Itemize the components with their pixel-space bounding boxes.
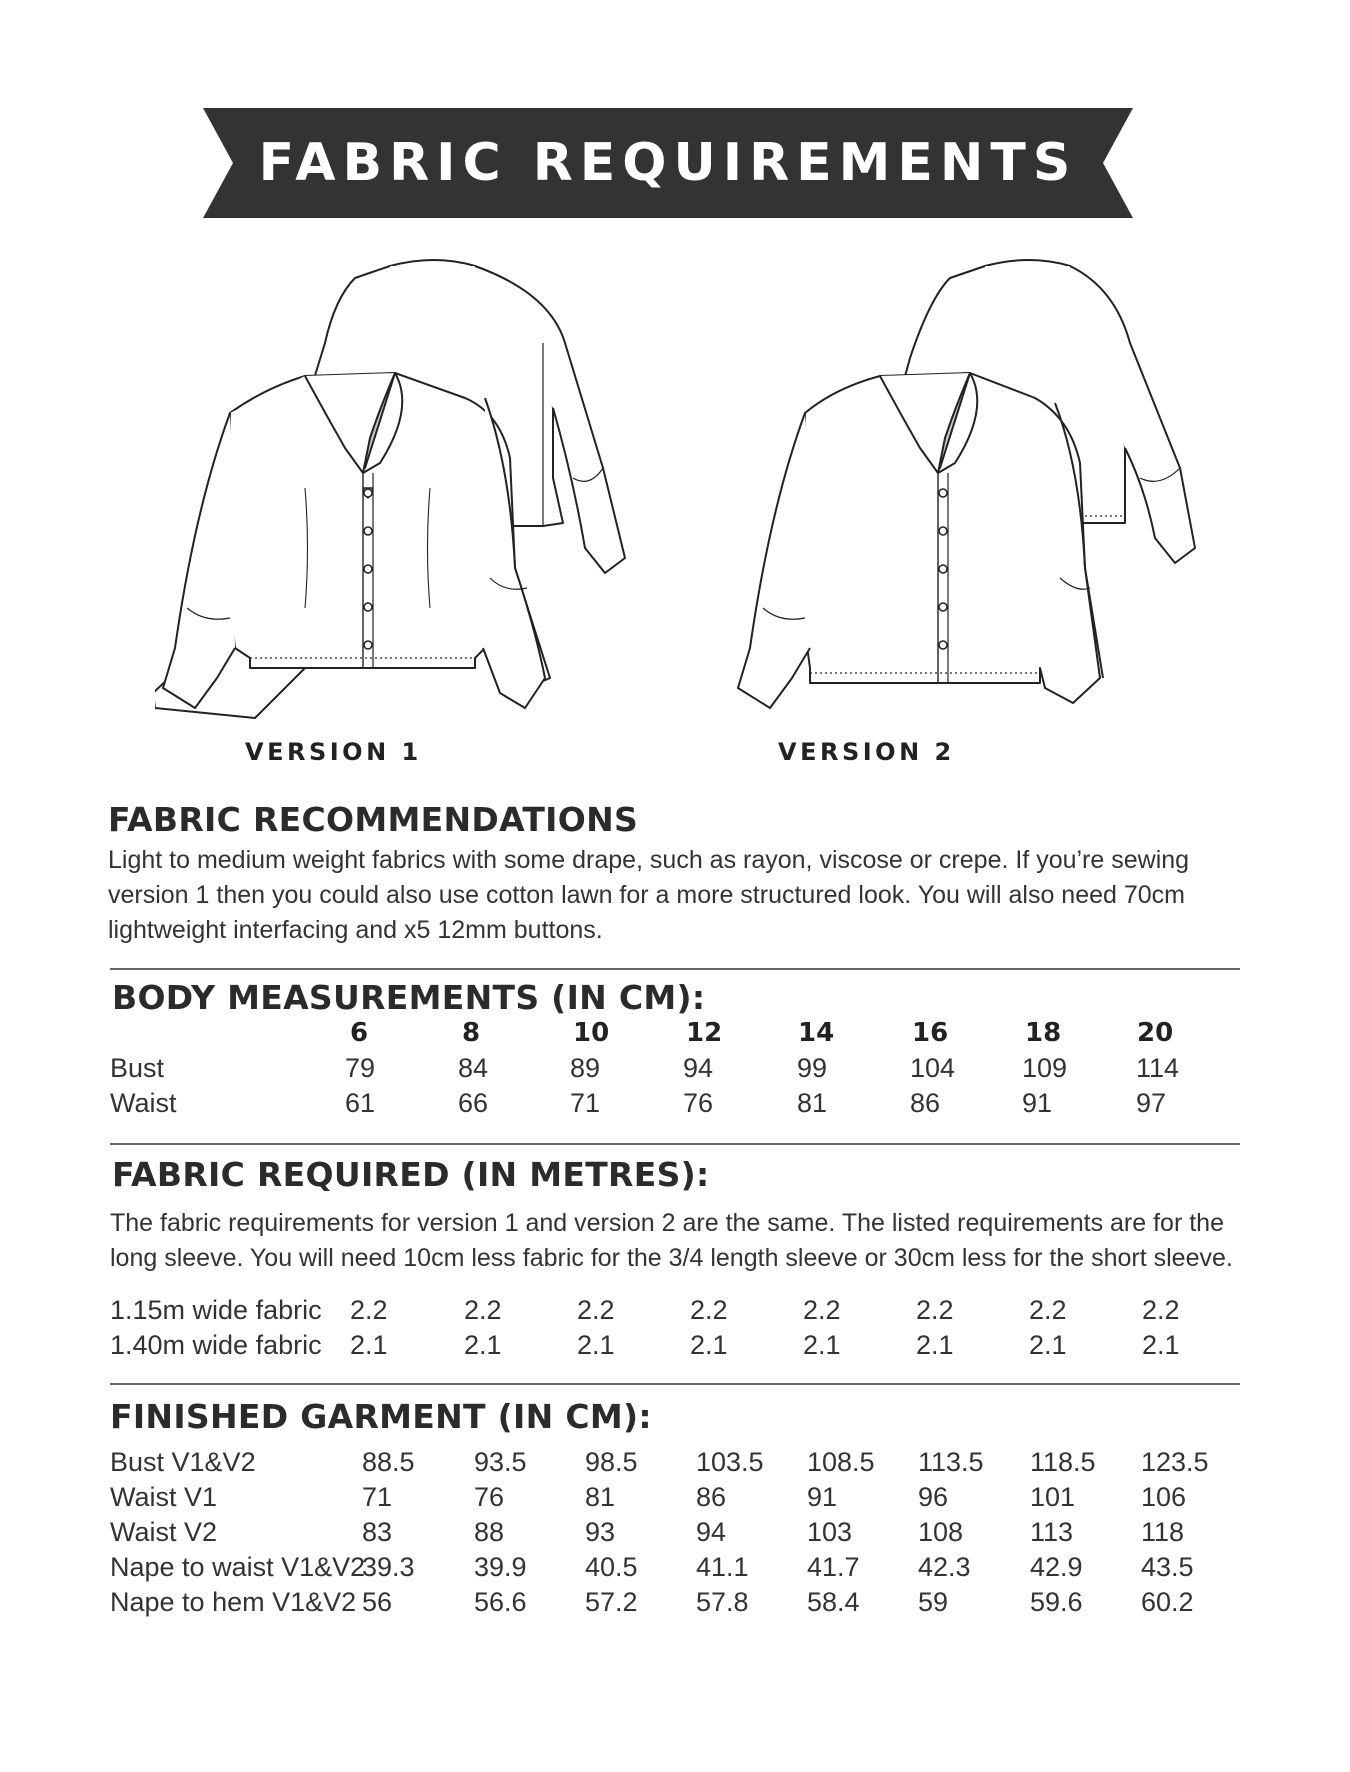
table-cell: 2.2 bbox=[916, 1295, 954, 1325]
size-header: 8 bbox=[462, 1018, 481, 1048]
fabric-required-line: The fabric requirements for version 1 and version 2 are the same. The listed requirements are for the bbox=[110, 1209, 1224, 1237]
table-cell: 83 bbox=[362, 1517, 393, 1547]
row-label: 1.15m wide fabric bbox=[110, 1295, 322, 1325]
table-cell: 81 bbox=[585, 1482, 616, 1512]
row-label: Bust bbox=[110, 1053, 165, 1083]
section-divider bbox=[110, 968, 1240, 970]
table-row bbox=[0, 1330, 1350, 1364]
table-cell: 57.8 bbox=[696, 1587, 749, 1617]
table-cell: 114 bbox=[1136, 1053, 1180, 1083]
table-row bbox=[0, 1517, 1350, 1551]
table-cell: 2.1 bbox=[690, 1330, 728, 1360]
table-cell: 84 bbox=[458, 1053, 489, 1083]
front-view-blouse bbox=[738, 373, 1103, 708]
table-cell: 108.5 bbox=[807, 1447, 875, 1477]
table-cell: 41.7 bbox=[807, 1552, 860, 1582]
table-cell: 93.5 bbox=[474, 1447, 527, 1477]
table-cell: 94 bbox=[696, 1517, 727, 1547]
table-cell: 2.1 bbox=[916, 1330, 954, 1360]
table-cell: 41.1 bbox=[696, 1552, 749, 1582]
fabric-required-text bbox=[110, 1206, 1233, 1276]
row-label: 1.40m wide fabric bbox=[110, 1330, 322, 1360]
table-cell: 2.2 bbox=[464, 1295, 502, 1325]
table-cell: 118 bbox=[1141, 1517, 1185, 1547]
table-cell: 2.2 bbox=[1142, 1295, 1180, 1325]
version-1-blouse-illustration bbox=[155, 248, 630, 723]
row-label: Waist V1 bbox=[110, 1482, 218, 1512]
fabric-recommendations-heading: FABRIC RECOMMENDATIONS bbox=[108, 800, 639, 839]
table-cell: 94 bbox=[683, 1053, 714, 1083]
table-row bbox=[0, 1587, 1350, 1621]
size-header: 18 bbox=[1025, 1018, 1062, 1048]
table-cell: 2.1 bbox=[803, 1330, 841, 1360]
recommendations-line: Light to medium weight fabrics with some drape, such as rayon, viscose or crepe. If you’re sewing bbox=[108, 846, 1190, 874]
table-cell: 76 bbox=[683, 1088, 714, 1118]
table-cell: 71 bbox=[570, 1088, 601, 1118]
version-2-label: VERSION 2 bbox=[778, 738, 955, 766]
table-cell: 113.5 bbox=[918, 1447, 984, 1477]
table-row bbox=[0, 1295, 1350, 1329]
row-label: Waist bbox=[110, 1088, 177, 1118]
title-banner bbox=[203, 108, 1133, 218]
table-cell: 113 bbox=[1030, 1517, 1074, 1547]
table-cell: 91 bbox=[807, 1482, 838, 1512]
table-cell: 43.5 bbox=[1141, 1552, 1194, 1582]
section-divider bbox=[110, 1143, 1240, 1145]
table-cell: 58.4 bbox=[807, 1587, 860, 1617]
table-cell: 104 bbox=[910, 1053, 956, 1083]
fabric-required-heading: FABRIC REQUIRED (IN METRES): bbox=[112, 1155, 710, 1194]
sizes-header-row bbox=[0, 1018, 1350, 1052]
table-cell: 66 bbox=[458, 1088, 489, 1118]
table-cell: 2.1 bbox=[350, 1330, 388, 1360]
table-row bbox=[0, 1053, 1350, 1087]
table-cell: 89 bbox=[570, 1053, 601, 1083]
table-cell: 96 bbox=[918, 1482, 949, 1512]
table-cell: 60.2 bbox=[1141, 1587, 1194, 1617]
table-cell: 91 bbox=[1022, 1088, 1053, 1118]
table-cell: 59.6 bbox=[1030, 1587, 1083, 1617]
table-cell: 88.5 bbox=[362, 1447, 415, 1477]
table-cell: 93 bbox=[585, 1517, 616, 1547]
table-cell: 98.5 bbox=[585, 1447, 638, 1477]
table-cell: 81 bbox=[797, 1088, 828, 1118]
table-cell: 42.3 bbox=[918, 1552, 971, 1582]
size-header: 20 bbox=[1137, 1018, 1174, 1048]
table-cell: 101 bbox=[1030, 1482, 1076, 1512]
table-cell: 88 bbox=[474, 1517, 505, 1547]
fabric-required-line: long sleeve. You will need 10cm less fabric for the 3/4 length sleeve or 30cm less for the short sleeve. bbox=[110, 1244, 1233, 1272]
size-header: 6 bbox=[350, 1018, 369, 1048]
table-cell: 86 bbox=[910, 1088, 941, 1118]
size-header: 16 bbox=[912, 1018, 949, 1048]
table-cell: 123.5 bbox=[1141, 1447, 1209, 1477]
table-cell: 2.2 bbox=[577, 1295, 615, 1325]
table-cell: 71 bbox=[362, 1482, 393, 1512]
recommendations-line: version 1 then you could also use cotton lawn for a more structured look. You will also need 70cm bbox=[108, 881, 1186, 909]
table-cell: 2.2 bbox=[690, 1295, 728, 1325]
table-cell: 42.9 bbox=[1030, 1552, 1083, 1582]
table-cell: 103.5 bbox=[696, 1447, 764, 1477]
table-cell: 2.1 bbox=[1029, 1330, 1067, 1360]
page-title: FABRIC REQUIREMENTS bbox=[258, 133, 1078, 193]
table-cell: 118.5 bbox=[1030, 1447, 1096, 1477]
row-label: Waist V2 bbox=[110, 1517, 218, 1547]
table-cell: 2.1 bbox=[577, 1330, 615, 1360]
finished-garment-heading: FINISHED GARMENT (IN CM): bbox=[110, 1397, 652, 1436]
fabric-recommendations-text bbox=[108, 843, 1189, 948]
row-label: Nape to hem V1&V2 bbox=[110, 1587, 357, 1617]
table-cell: 109 bbox=[1022, 1053, 1068, 1083]
table-row bbox=[0, 1447, 1350, 1481]
table-cell: 2.2 bbox=[350, 1295, 388, 1325]
table-cell: 2.2 bbox=[803, 1295, 841, 1325]
table-cell: 2.2 bbox=[1029, 1295, 1067, 1325]
size-header: 10 bbox=[573, 1018, 610, 1048]
table-cell: 79 bbox=[345, 1053, 376, 1083]
table-cell: 56.6 bbox=[474, 1587, 527, 1617]
row-label: Nape to waist V1&V2 bbox=[110, 1552, 366, 1582]
table-cell: 99 bbox=[797, 1053, 828, 1083]
table-cell: 39.9 bbox=[474, 1552, 527, 1582]
size-header: 12 bbox=[686, 1018, 723, 1048]
table-cell: 86 bbox=[696, 1482, 727, 1512]
front-view-blouse bbox=[155, 373, 550, 718]
version-1-label: VERSION 1 bbox=[245, 738, 422, 766]
table-cell: 56 bbox=[362, 1587, 393, 1617]
body-measurements-heading: BODY MEASUREMENTS (IN CM): bbox=[112, 978, 706, 1017]
table-cell: 61 bbox=[345, 1088, 376, 1118]
table-row bbox=[0, 1482, 1350, 1516]
table-cell: 57.2 bbox=[585, 1587, 638, 1617]
recommendations-line: lightweight interfacing and x5 12mm buttons. bbox=[108, 916, 603, 944]
table-row bbox=[0, 1088, 1350, 1122]
table-cell: 106 bbox=[1141, 1482, 1187, 1512]
size-header: 14 bbox=[798, 1018, 835, 1048]
table-cell: 97 bbox=[1136, 1088, 1167, 1118]
version-2-blouse-illustration bbox=[685, 248, 1210, 723]
table-row bbox=[0, 1552, 1350, 1586]
table-cell: 2.1 bbox=[1142, 1330, 1180, 1360]
section-divider bbox=[110, 1383, 1240, 1385]
table-cell: 39.3 bbox=[362, 1552, 415, 1582]
table-cell: 2.1 bbox=[464, 1330, 502, 1360]
table-cell: 108 bbox=[918, 1517, 964, 1547]
table-cell: 59 bbox=[918, 1587, 949, 1617]
table-cell: 76 bbox=[474, 1482, 505, 1512]
row-label: Bust V1&V2 bbox=[110, 1447, 256, 1477]
table-cell: 103 bbox=[807, 1517, 853, 1547]
table-cell: 40.5 bbox=[585, 1552, 638, 1582]
